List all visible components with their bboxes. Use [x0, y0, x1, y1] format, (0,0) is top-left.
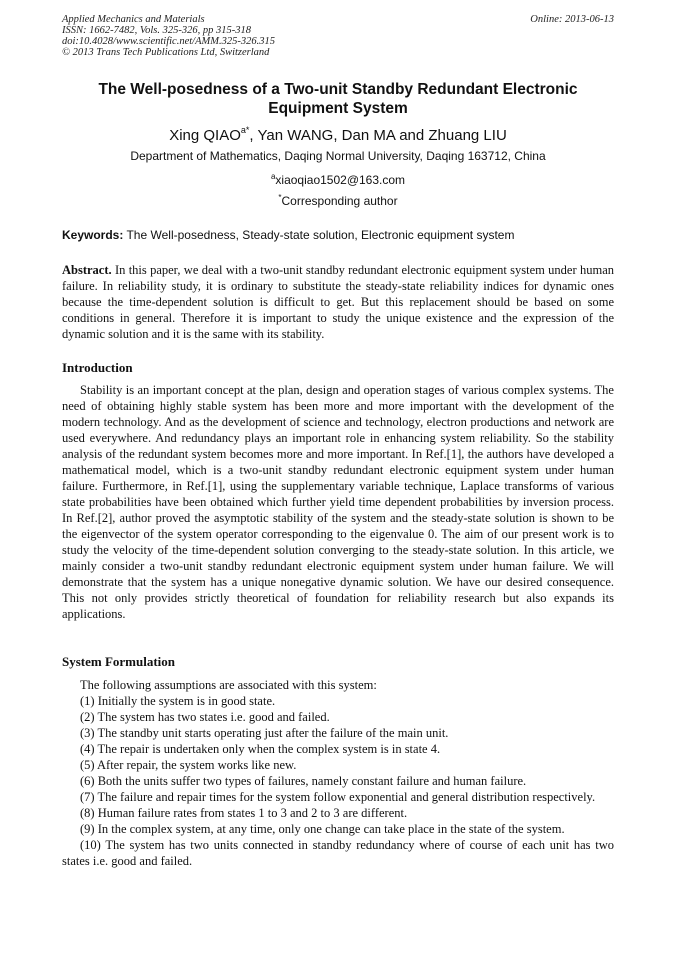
list-item: (10) The system has two units connected in standby redundancy where of course of each unit has two states i.e. good and failed. — [62, 838, 614, 868]
assumption-intro: The following assumptions are associated with this system: — [80, 678, 377, 692]
formulation-heading: System Formulation — [62, 654, 176, 669]
affiliation: Department of Mathematics, Daqing Normal University, Daqing 163712, China — [130, 149, 546, 163]
introduction-text: Stability is an important concept at the plan, design and operation stages of various complex systems. The need of obtaining highly stable system has been more and more important with the development of the modern technology. And as the development of science and technology, electron productions and network are used everywhere. And redundancy plays an important role in enhancing system reliability. So the stability analysis of the redundant system becomes more and more important. In Ref.[1], the authors have developed a mathematical model, which is a two-unit standby redundant electronic equipment system under human failure. Furthermore, in Ref.[1], using the supplementary variable technique, Laplace transforms of various state probabilities have been obtained which further yield time dependent probabilities by inversion process. In Ref.[2], author proved the asymptotic stability of the system and the steady-state solution is shown to be the eigenvector of the system operator corresponding to the eigenvalue 0. The aim of our present work is to study the velocity of the time-dependent solution converging to the steady-state solution. In this article, we mainly consider a two-unit standby redundant electronic equipment system under human failure. We will demonstrate that the system has a unique nonegative dynamic solution. We have our desired consequence. This not only provides strictly theoretical of foundation for reliability research but also expands its applications. — [62, 383, 614, 621]
online-date: Online: 2013-06-13 — [530, 14, 614, 25]
keywords-text: The Well-posedness, Steady-state solution, Electronic equipment system — [123, 228, 515, 242]
list-item: (4) The repair is undertaken only when the complex system is in state 4. — [80, 742, 441, 756]
abstract-text: In this paper, we deal with a two-unit standby redundant electronic equipment system under human failure. In reliability study, it is ordinary to substitute the steady-state reliability indices for dynamic ones because the time-dependent solution is difficult to get. But this replacement should be based on some conditions in general. Therefore it is important to study the unique existence and the expression of the dynamic solution and it is the same with its stability. — [62, 263, 614, 341]
author-list — [62, 120, 614, 146]
copyright-line: © 2013 Trans Tech Publications Ltd, Switzerland — [62, 47, 270, 58]
corresponding-line — [62, 191, 614, 208]
list-item: (2) The system has two states i.e. good and failed. — [80, 710, 330, 724]
running-header — [62, 14, 614, 58]
list-item: (8) Human failure rates from states 1 to 3 and 2 to 3 are different. — [80, 806, 408, 820]
paper-title: The Well-posedness of a Two-unit Standby Redundant Electronic Equipment System — [98, 81, 578, 117]
doi-line: doi:10.4028/www.scientific.net/AMM.325-326.315 — [62, 36, 275, 47]
assumption-list — [62, 677, 614, 869]
email-address: xiaoqiao1502@163.com — [275, 173, 406, 187]
other-authors: , Yan WANG, Dan MA and Zhuang LIU — [249, 127, 507, 144]
journal-name: Applied Mechanics and Materials — [62, 14, 205, 25]
keywords-label: Keywords: — [62, 228, 124, 242]
list-item: (5) After repair, the system works like new. — [80, 758, 297, 772]
list-item: (6) Both the units suffer two types of failures, namely constant failure and human failure. — [80, 774, 527, 788]
abstract — [62, 262, 614, 342]
introduction-heading: Introduction — [62, 360, 133, 375]
keywords — [62, 228, 614, 242]
list-item: (3) The standby unit starts operating just after the failure of the main unit. — [80, 726, 449, 740]
abstract-label: Abstract. — [62, 263, 112, 277]
first-author: Xing QIAO — [169, 127, 241, 144]
first-author-marker: a* — [240, 125, 250, 135]
corresponding-marker: * — [278, 193, 282, 202]
list-item: (9) In the complex system, at any time, only one change can take place in the state of the system. — [80, 822, 565, 836]
list-item: (1) Initially the system is in good state. — [80, 694, 276, 708]
corresponding-text: Corresponding author — [281, 194, 398, 208]
email-line — [62, 170, 614, 187]
email-marker: a — [270, 172, 276, 181]
issn-line: ISSN: 1662-7482, Vols. 325-326, pp 315-318 — [62, 25, 251, 36]
list-item: (7) The failure and repair times for the system follow exponential and general distribution respectively. — [80, 790, 596, 804]
